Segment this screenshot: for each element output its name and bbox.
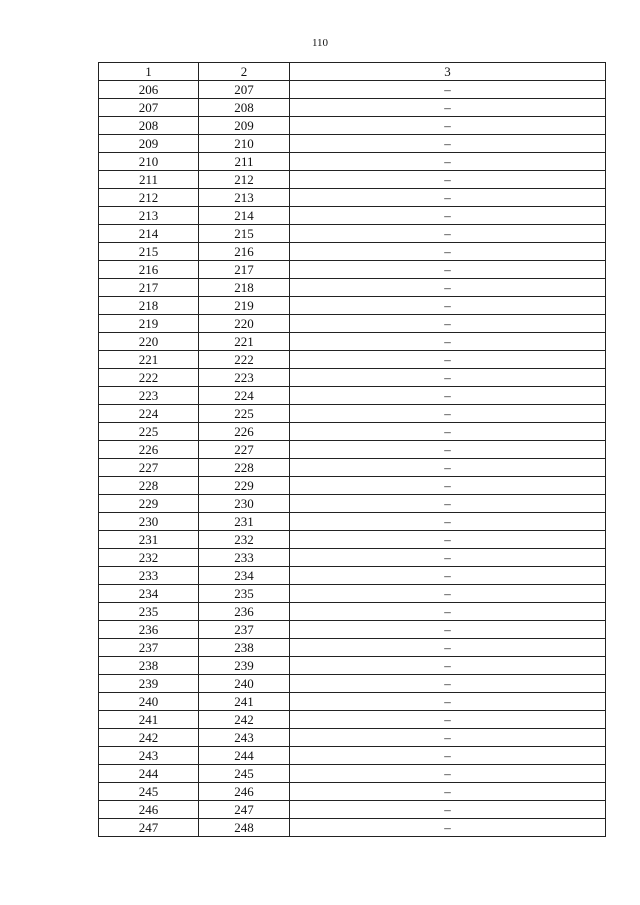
table-row [99,207,606,225]
table-cell: – [290,261,606,279]
table-cell: – [290,405,606,423]
table-cell: – [290,621,606,639]
table-cell: – [290,711,606,729]
table-cell: 240 [99,693,199,711]
table-row [99,693,606,711]
table-cell: – [290,81,606,99]
table-cell: 216 [199,243,290,261]
table-row [99,189,606,207]
table-row [99,819,606,837]
table-cell: – [290,207,606,225]
table-cell: – [290,603,606,621]
table-cell: 206 [99,81,199,99]
table-row [99,405,606,423]
table-cell: 220 [99,333,199,351]
table-row [99,351,606,369]
table-cell: 230 [199,495,290,513]
table-cell: 228 [199,459,290,477]
table-cell: 215 [199,225,290,243]
table-cell: – [290,279,606,297]
table-cell: 226 [199,423,290,441]
table-row [99,243,606,261]
table-row [99,261,606,279]
table-row [99,81,606,99]
table-cell: 246 [99,801,199,819]
table-row [99,369,606,387]
table-cell: – [290,135,606,153]
table-cell: 233 [99,567,199,585]
table-cell: 224 [99,405,199,423]
table-row [99,117,606,135]
table-row [99,477,606,495]
table-row [99,135,606,153]
table-cell: 234 [199,567,290,585]
table-cell: 238 [199,639,290,657]
table-cell: 245 [99,783,199,801]
table-cell: 218 [199,279,290,297]
table-cell: 233 [199,549,290,567]
table-cell: 237 [99,639,199,657]
table-cell: 245 [199,765,290,783]
table-cell: 239 [199,657,290,675]
table-cell: 209 [99,135,199,153]
table-cell: 237 [199,621,290,639]
column-header: 1 [99,63,199,81]
table-cell: – [290,225,606,243]
table-cell: 241 [99,711,199,729]
table-cell: – [290,549,606,567]
table-cell: – [290,117,606,135]
table-cell: – [290,801,606,819]
table-cell: 215 [99,243,199,261]
table-cell: – [290,819,606,837]
column-header: 2 [199,63,290,81]
table-cell: – [290,153,606,171]
table-row [99,747,606,765]
table-cell: 225 [199,405,290,423]
table-cell: – [290,387,606,405]
table-row [99,621,606,639]
table-cell: 227 [199,441,290,459]
table-cell: 212 [199,171,290,189]
table-cell: 223 [199,369,290,387]
table-row [99,153,606,171]
table-cell: 220 [199,315,290,333]
table-row [99,225,606,243]
table-row [99,585,606,603]
table-cell: – [290,693,606,711]
table-header-row [99,63,606,81]
table-cell: – [290,423,606,441]
table-cell: 234 [99,585,199,603]
table-cell: – [290,243,606,261]
table-cell: 221 [99,351,199,369]
table-cell: 213 [199,189,290,207]
table-cell: – [290,513,606,531]
table-cell: 244 [99,765,199,783]
table-cell: 242 [99,729,199,747]
table-cell: – [290,333,606,351]
table-row [99,549,606,567]
table-cell: 236 [99,621,199,639]
table-cell: 235 [199,585,290,603]
table-cell: 248 [199,819,290,837]
table-cell: 210 [99,153,199,171]
table-row [99,675,606,693]
table-cell: – [290,783,606,801]
table-cell: 225 [99,423,199,441]
table-cell: – [290,657,606,675]
table-cell: 239 [99,675,199,693]
table-cell: 207 [199,81,290,99]
table-cell: 217 [199,261,290,279]
table-header [99,63,606,81]
table-cell: 229 [199,477,290,495]
table-cell: – [290,297,606,315]
table-cell: 247 [199,801,290,819]
table-cell: – [290,639,606,657]
table-row [99,99,606,117]
table-row [99,171,606,189]
table-body [99,81,606,837]
page-number: 110 [311,37,329,49]
table-cell: 230 [99,513,199,531]
table-cell: 247 [99,819,199,837]
table-cell: – [290,531,606,549]
table-cell: 229 [99,495,199,513]
table-cell: 219 [199,297,290,315]
table-cell: 214 [99,225,199,243]
table-cell: – [290,315,606,333]
table-row [99,333,606,351]
table-cell: 208 [99,117,199,135]
table-cell: – [290,477,606,495]
data-table [98,62,606,837]
table-cell: 210 [199,135,290,153]
table-cell: 227 [99,459,199,477]
table-cell: – [290,495,606,513]
table-cell: 216 [99,261,199,279]
table-cell: 219 [99,315,199,333]
table-row [99,297,606,315]
table-row [99,765,606,783]
table-cell: 209 [199,117,290,135]
table-cell: – [290,459,606,477]
table-cell: 246 [199,783,290,801]
table-cell: 231 [199,513,290,531]
table-row [99,603,606,621]
table-cell: 232 [99,549,199,567]
table-cell: 222 [199,351,290,369]
table-cell: 242 [199,711,290,729]
table-cell: 223 [99,387,199,405]
table-cell: 243 [99,747,199,765]
table-row [99,513,606,531]
column-header: 3 [290,63,606,81]
table-cell: 213 [99,207,199,225]
table-cell: 221 [199,333,290,351]
table-row [99,441,606,459]
table-cell: 236 [199,603,290,621]
table-cell: 243 [199,729,290,747]
table-row [99,801,606,819]
table-row [99,459,606,477]
table-row [99,531,606,549]
table-cell: – [290,99,606,117]
table-row [99,657,606,675]
table-cell: – [290,585,606,603]
table-row [99,783,606,801]
table-cell: – [290,171,606,189]
table-cell: – [290,675,606,693]
table-cell: 224 [199,387,290,405]
table-cell: 226 [99,441,199,459]
table-cell: 207 [99,99,199,117]
table-cell: 241 [199,693,290,711]
table-cell: 244 [199,747,290,765]
table-cell: 228 [99,477,199,495]
table-row [99,387,606,405]
table-cell: 211 [199,153,290,171]
table-cell: 231 [99,531,199,549]
table-cell: 235 [99,603,199,621]
table-row [99,639,606,657]
table-cell: 212 [99,189,199,207]
table-cell: 217 [99,279,199,297]
table-cell: 218 [99,297,199,315]
table-cell: 208 [199,99,290,117]
table-cell: – [290,189,606,207]
table-row [99,729,606,747]
table-cell: – [290,747,606,765]
table-cell: 232 [199,531,290,549]
table-cell: – [290,567,606,585]
table-row [99,423,606,441]
table-cell: 238 [99,657,199,675]
table-cell: 222 [99,369,199,387]
table-cell: 240 [199,675,290,693]
table-cell: 214 [199,207,290,225]
table-cell: – [290,351,606,369]
table-cell: 211 [99,171,199,189]
table-cell: – [290,441,606,459]
table-row [99,495,606,513]
table-cell: – [290,369,606,387]
table-row [99,711,606,729]
table-row [99,567,606,585]
table-cell: – [290,729,606,747]
table-cell: – [290,765,606,783]
table-row [99,279,606,297]
table-row [99,315,606,333]
